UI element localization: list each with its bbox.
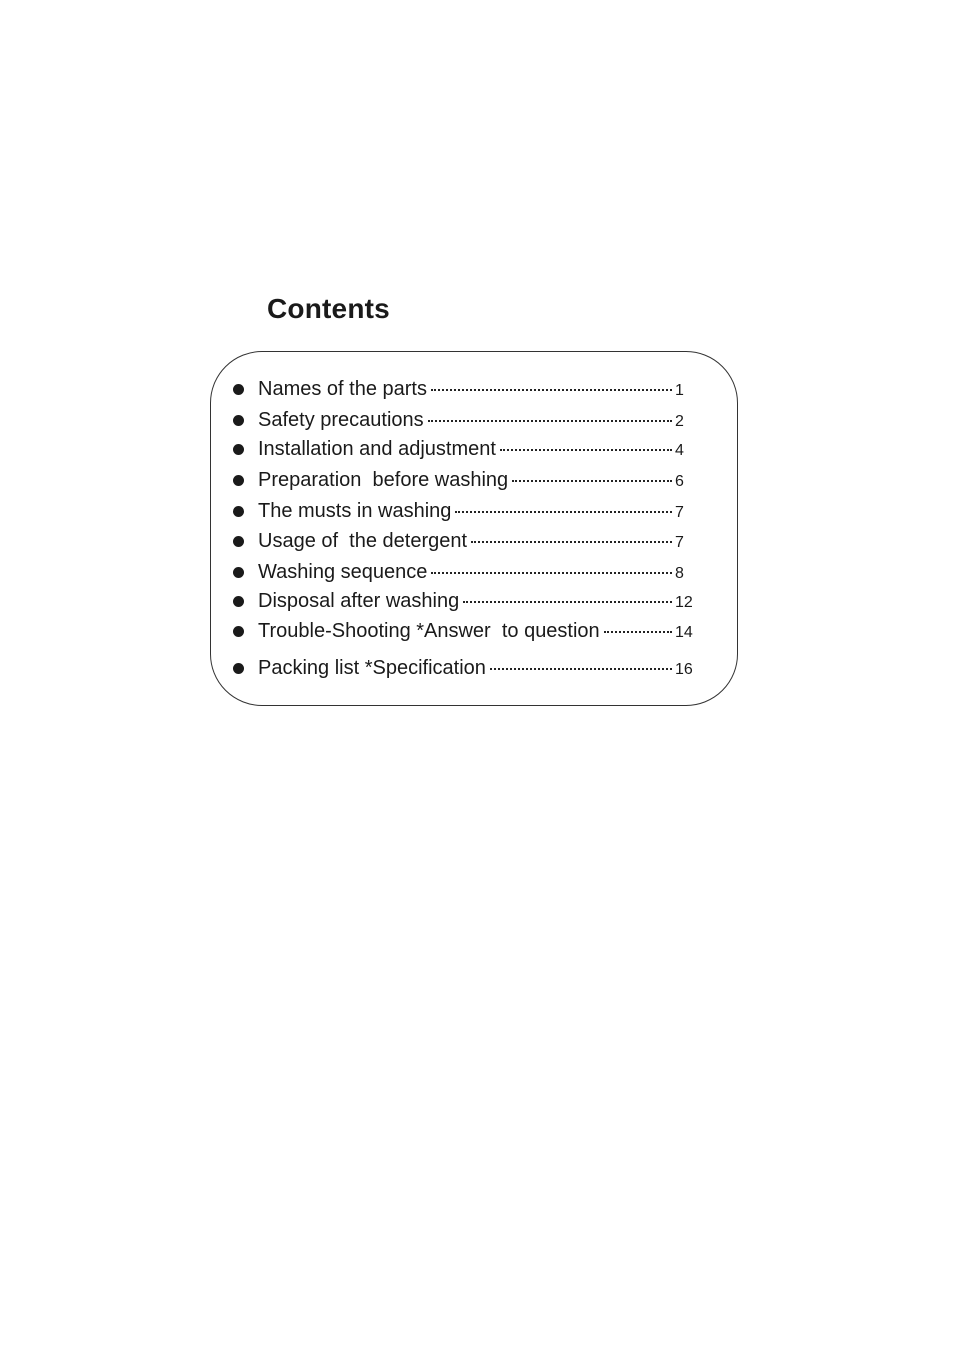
toc-entry-page: 14 <box>675 624 693 641</box>
toc-entry-packing-list[interactable] <box>233 656 693 680</box>
toc-entry-label: Names of the parts <box>258 378 427 400</box>
dot-leader <box>431 389 672 391</box>
toc-entry-label: Preparation before washing <box>258 469 509 491</box>
toc-entry-page: 6 <box>675 473 684 490</box>
toc-entry-page: 16 <box>675 661 693 678</box>
toc-entry-label: Safety precautions <box>258 409 424 431</box>
bullet-icon <box>233 567 244 578</box>
toc-entry-disposal[interactable] <box>233 589 693 613</box>
toc-entry-label: Trouble-Shooting *Answer to question <box>258 620 600 642</box>
toc-entry-names-of-parts[interactable] <box>233 377 693 401</box>
toc-entry-detergent-usage[interactable] <box>233 529 693 553</box>
bullet-icon <box>233 506 244 517</box>
dot-leader <box>604 631 672 633</box>
toc-entry-label: Usage of the detergent <box>258 530 468 552</box>
dot-leader <box>431 572 672 574</box>
bullet-icon <box>233 536 244 547</box>
toc-entry-musts-in-washing[interactable] <box>233 499 693 523</box>
toc-entry-label: Installation and adjustment <box>258 438 496 460</box>
dot-leader <box>463 601 672 603</box>
bullet-icon <box>233 415 244 426</box>
dot-leader <box>471 541 672 543</box>
dot-leader <box>428 420 672 422</box>
dot-leader <box>455 511 672 513</box>
toc-entry-label: Packing list *Specification <box>258 657 486 679</box>
bullet-icon <box>233 626 244 637</box>
dot-leader <box>512 480 672 482</box>
toc-entry-label: Disposal after washing <box>258 590 460 612</box>
page-title: Contents <box>267 293 390 324</box>
toc-entry-installation[interactable] <box>233 437 693 461</box>
toc-entry-label: Washing sequence <box>258 561 428 583</box>
toc-entry-page: 7 <box>675 534 684 551</box>
dot-leader <box>490 668 672 670</box>
toc-entry-preparation[interactable] <box>233 468 693 492</box>
bullet-icon <box>233 444 244 455</box>
toc-entry-safety-precautions[interactable] <box>233 408 693 432</box>
toc-entry-label: The musts in washing <box>258 500 452 522</box>
toc-entry-page: 7 <box>675 504 684 521</box>
bullet-icon <box>233 475 244 486</box>
toc-entry-washing-sequence[interactable] <box>233 560 693 584</box>
bullet-icon <box>233 663 244 674</box>
dot-leader <box>500 449 672 451</box>
toc-entry-page: 1 <box>675 382 684 399</box>
toc-entry-trouble-shooting[interactable] <box>233 619 693 643</box>
bullet-icon <box>233 384 244 395</box>
toc-entry-page: 2 <box>675 413 684 430</box>
toc-entry-page: 8 <box>675 565 684 582</box>
toc-entry-page: 12 <box>675 594 693 611</box>
toc-entry-page: 4 <box>675 442 684 459</box>
bullet-icon <box>233 596 244 607</box>
